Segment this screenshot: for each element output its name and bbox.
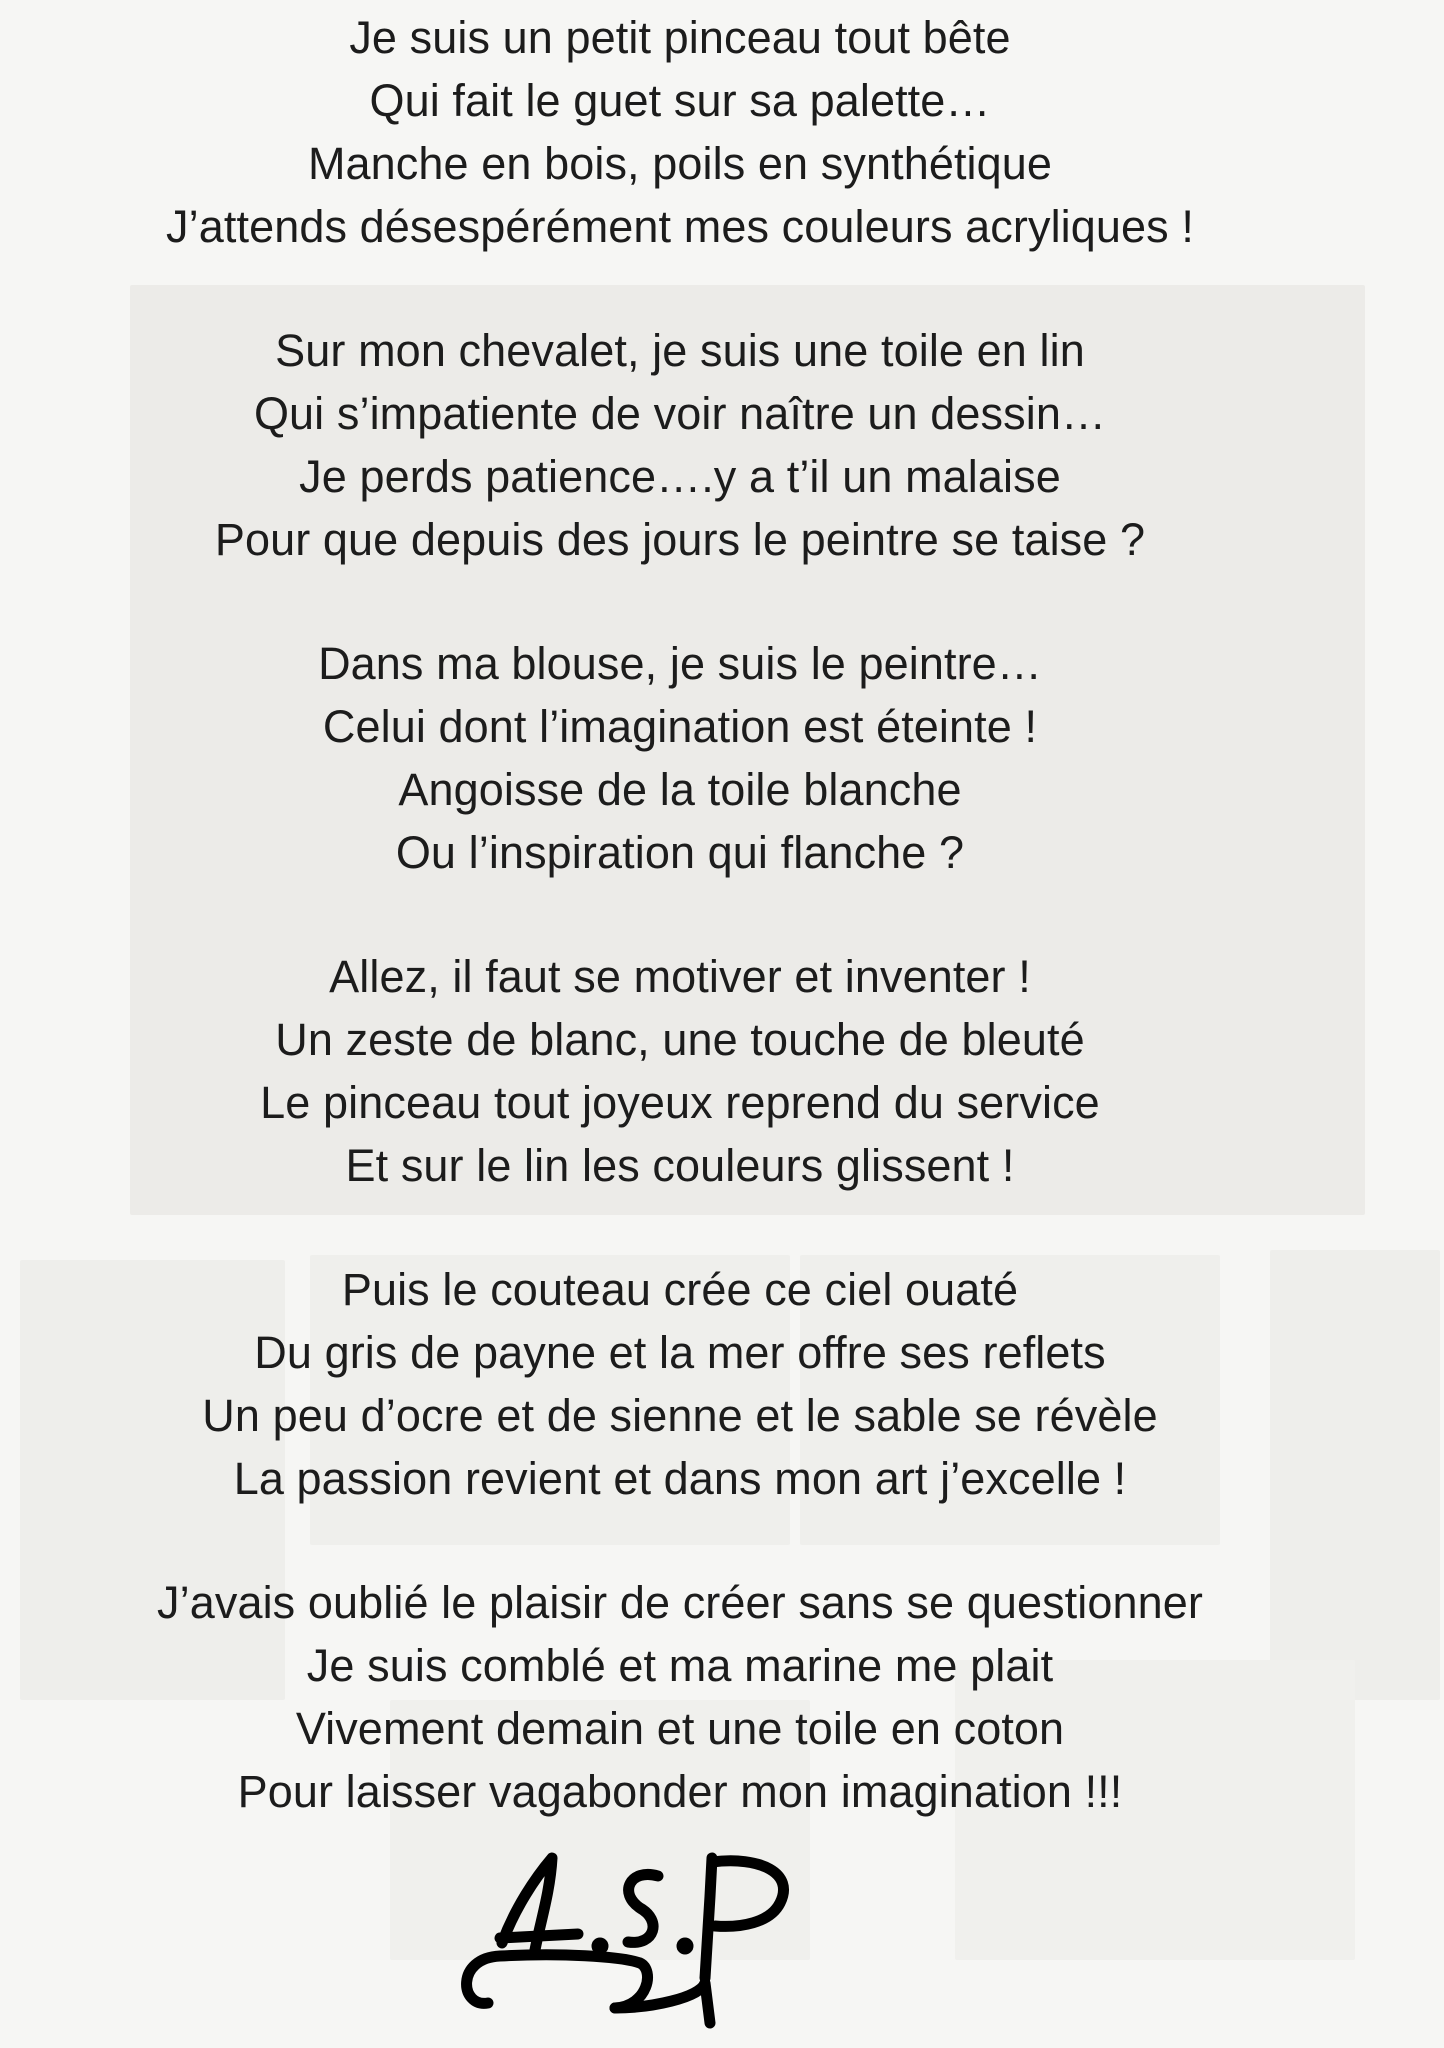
poem-line: Je suis un petit pinceau tout bête xyxy=(349,12,1011,63)
poem-line: Un zeste de blanc, une touche de bleuté xyxy=(275,1014,1085,1065)
stanza-1 xyxy=(0,6,1360,258)
poem-line: Dans ma blouse, je suis le peintre… xyxy=(318,638,1042,689)
poem-line: Vivement demain et une toile en coton xyxy=(295,1703,1065,1754)
poem-line: Le pinceau tout joyeux reprend du service xyxy=(260,1077,1100,1128)
poem-line: Pour que depuis des jours le peintre se taise ? xyxy=(214,514,1146,565)
poem-line: Qui s’impatiente de voir naître un dessin… xyxy=(253,388,1107,439)
poem-line: Et sur le lin les couleurs glissent ! xyxy=(345,1140,1015,1191)
poem-line: Angoisse de la toile blanche xyxy=(398,764,962,815)
poem-line: Un peu d’ocre et de sienne et le sable se révèle xyxy=(202,1390,1158,1441)
poem-line: Je suis comblé et ma marine me plait xyxy=(306,1640,1054,1691)
poem-line: Qui fait le guet sur sa palette… xyxy=(369,75,991,126)
stanza-2 xyxy=(0,319,1360,571)
stanza-6 xyxy=(0,1571,1360,1823)
poem-line: La passion revient et dans mon art j’excelle ! xyxy=(233,1453,1127,1504)
poem-line: Puis le couteau crée ce ciel ouaté xyxy=(341,1264,1019,1315)
signature-asp xyxy=(440,1838,860,2038)
poem-line: Du gris de payne et la mer offre ses reflets xyxy=(254,1327,1106,1378)
poem-line: Celui dont l’imagination est éteinte ! xyxy=(322,701,1038,752)
stanza-5 xyxy=(0,1258,1360,1510)
poem-line: Allez, il faut se motiver et inventer ! xyxy=(329,951,1031,1002)
poem-line: Pour laisser vagabonder mon imagination !!! xyxy=(237,1766,1123,1817)
poem-line: Ou l’inspiration qui flanche ? xyxy=(395,827,965,878)
stanza-4 xyxy=(0,945,1360,1197)
poem-line: Manche en bois, poils en synthétique xyxy=(307,138,1053,189)
poem-line: J’avais oublié le plaisir de créer sans se questionner xyxy=(157,1577,1203,1628)
poem-line: Je perds patience….y a t’il un malaise xyxy=(299,451,1061,502)
poem-line: Sur mon chevalet, je suis une toile en lin xyxy=(275,325,1085,376)
stanza-3 xyxy=(0,632,1360,884)
poem-line: J’attends désespérément mes couleurs acryliques ! xyxy=(166,201,1194,252)
